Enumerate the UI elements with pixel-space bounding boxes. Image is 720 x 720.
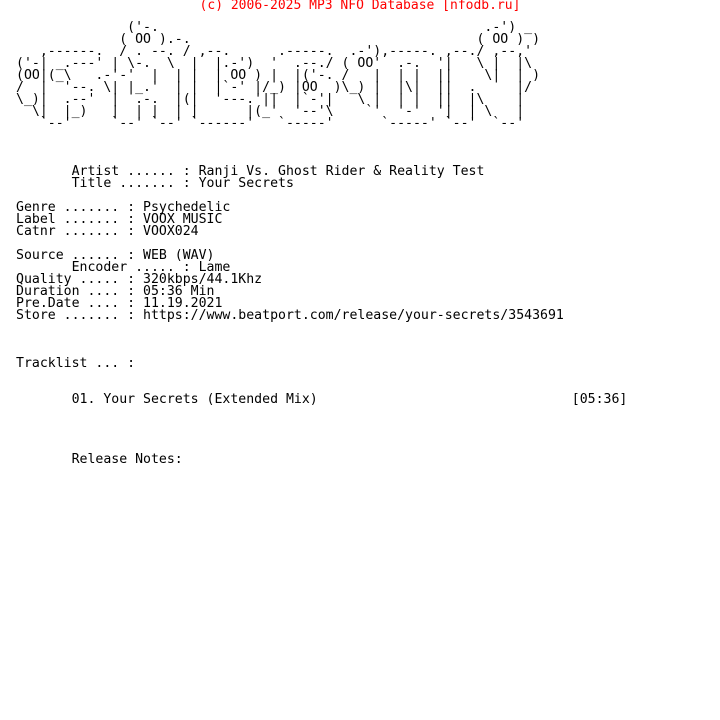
release-notes-heading: Release Notes:	[16, 452, 183, 467]
track-01-line: 01. Your Secrets (Extended Mix) [05:36]	[16, 392, 628, 407]
encoder-line: Encoder ..... : Lame	[16, 260, 231, 275]
ascii-logo-line: ('-| _.---' | \-. \ | |.-') ' .--./ ( OO' .-. '| \ | |\	[16, 56, 533, 71]
store-line: Store ....... : https://www.beatport.com/release/your-secrets/3543691	[16, 308, 564, 323]
duration-line: Duration .... : 05:36 Min	[16, 284, 215, 299]
ascii-logo-line: (OO|(_\ .-'-' | | | | OO ) | |('-. / | | | || \| | )	[16, 68, 541, 83]
ascii-logo-line: / | '--. \| |_.' | | |`-' |/_) |OO )\_) | |\| || . |/	[16, 80, 533, 95]
blank-line	[16, 334, 627, 346]
blank-line	[16, 406, 627, 418]
pre-date-line: Pre.Date .... : 11.19.2021	[16, 296, 223, 311]
ascii-logo-line: ,------. / . --. / ,--. .-----. .-'),-----. ,--./ ,--,'	[16, 44, 533, 59]
label-line: Label ....... : VOOX MUSIC	[16, 212, 223, 227]
source-line: Source ...... : WEB (WAV)	[16, 248, 215, 263]
quality-line: Quality ..... : 320kbps/44.1Khz	[16, 272, 263, 287]
ascii-logo-line: `--' `--' `--' `------' `-----' `-----' `--' `--'	[16, 116, 525, 131]
ascii-logo-line: \_)| .--' | .-. |(| '---.'|| |`-'| \ | | | || |\ |	[16, 92, 525, 107]
blank-line	[16, 418, 627, 430]
blank-line	[16, 142, 627, 154]
ascii-logo-line: \| |_) | | | | | |(_' '--'\ `' '-' '| | \ |	[16, 104, 525, 119]
ascii-logo-line: ( OO ).-. ( OO ) )	[16, 32, 541, 47]
catnr-line: Catnr ....... : VOOX024	[16, 224, 199, 239]
blank-line	[16, 130, 627, 142]
nfo-text-block	[16, 22, 627, 466]
tracklist-heading: Tracklist ... :	[16, 356, 136, 371]
blank-line	[16, 370, 627, 382]
title-line: Title ....... : Your Secrets	[16, 176, 294, 191]
artist-line: Artist ...... : Ranji Vs. Ghost Rider & Reality Test	[16, 164, 485, 179]
site-copyright-header: (c) 2006-2025 MP3 NFO Database [nfodb.ru]	[199, 0, 521, 13]
ascii-logo-line: ('-. .-') _	[16, 20, 533, 35]
blank-line	[16, 430, 627, 442]
genre-line: Genre ....... : Psychedelic	[16, 200, 231, 215]
blank-line	[16, 322, 627, 334]
